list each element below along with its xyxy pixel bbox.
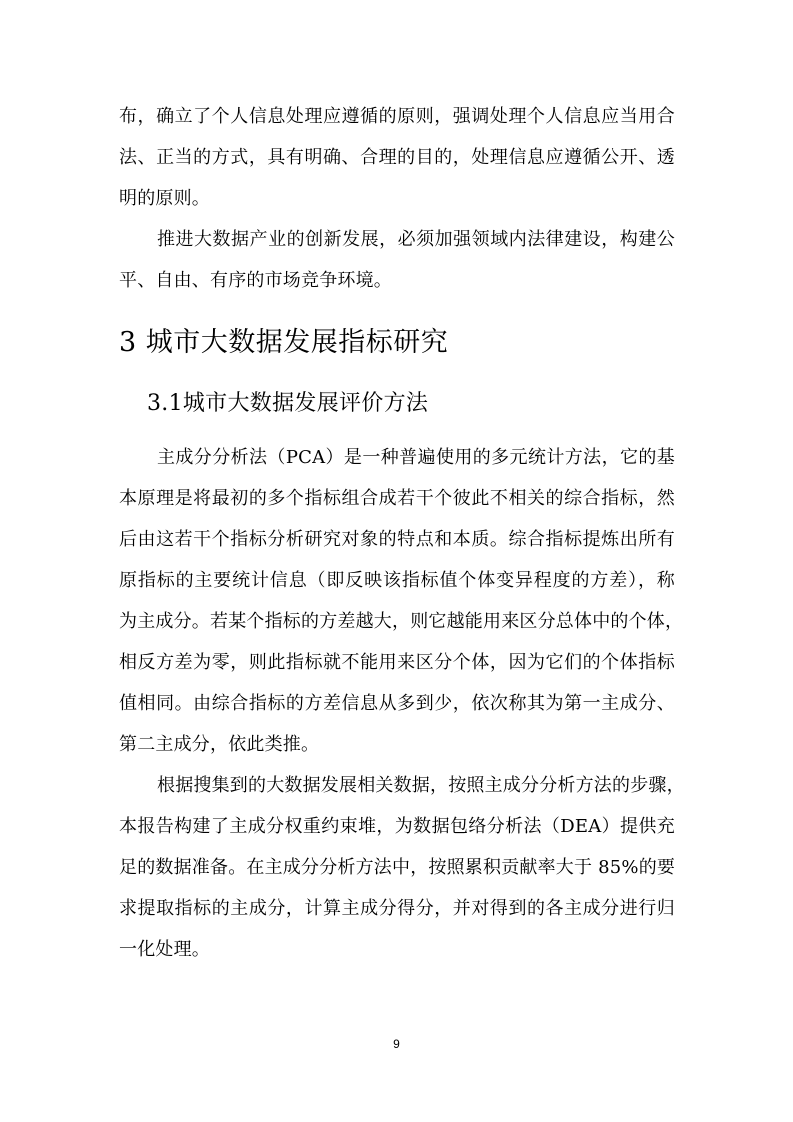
paragraph-pca	[119, 437, 684, 765]
page-body	[119, 96, 685, 970]
text-line: 法、正当的方式，具有明确、合理的目的，处理信息应遵循公开、透	[119, 147, 675, 168]
text-line: 第二主成分，依此类推。	[119, 734, 320, 755]
section-heading: 3 城市大数据发展指标研究	[119, 327, 449, 358]
text-line: 本报告构建了主成分权重约束堆，为数据包络分析法（DEA）提供充	[119, 816, 675, 837]
paragraph-promote	[119, 219, 675, 301]
text-line: 布，确立了个人信息处理应遵循的原则，强调处理个人信息应当用合	[119, 106, 675, 127]
text-line: 主成分分析法（PCA）是一种普遍使用的多元统计方法，它的基	[157, 447, 675, 468]
text-line: 相反方差为零，则此指标就不能用来区分个体，因为它们的个体指标	[119, 652, 675, 673]
text-line: 推进大数据产业的创新发展，必须加强领域内法律建设，构建公	[157, 229, 675, 250]
text-line: 求提取指标的主成分，计算主成分得分，并对得到的各主成分进行归	[119, 898, 675, 919]
text-line: 根据搜集到的大数据发展相关数据，按照主成分分析方法的步骤，	[157, 775, 685, 796]
text-line: 值相同。由综合指标的方差信息从多到少，依次称其为第一主成分、	[119, 693, 675, 714]
text-line: 为主成分。若某个指标的方差越大，则它越能用来区分总体中的个体，	[119, 611, 684, 632]
text-line: 本原理是将最初的多个指标组合成若干个彼此不相关的综合指标，然	[119, 488, 675, 509]
paragraph-continuation	[119, 96, 675, 219]
text-line: 一化处理。	[119, 939, 210, 960]
text-line: 明的原则。	[119, 188, 210, 209]
paragraph-data	[119, 765, 685, 970]
text-line: 足的数据准备。在主成分分析方法中，按照累积贡献率大于 85%的要	[119, 857, 676, 878]
text-line: 平、自由、有序的市场竞争环境。	[119, 270, 392, 291]
text-line: 后由这若干个指标分析研究对象的特点和本质。综合指标提炼出所有	[119, 529, 675, 550]
subsection-heading: 3.1城市大数据发展评价方法	[147, 391, 429, 416]
page-number: 9	[393, 1037, 400, 1051]
text-line: 原指标的主要统计信息（即反映该指标值个体变异程度的方差），称	[119, 570, 675, 591]
